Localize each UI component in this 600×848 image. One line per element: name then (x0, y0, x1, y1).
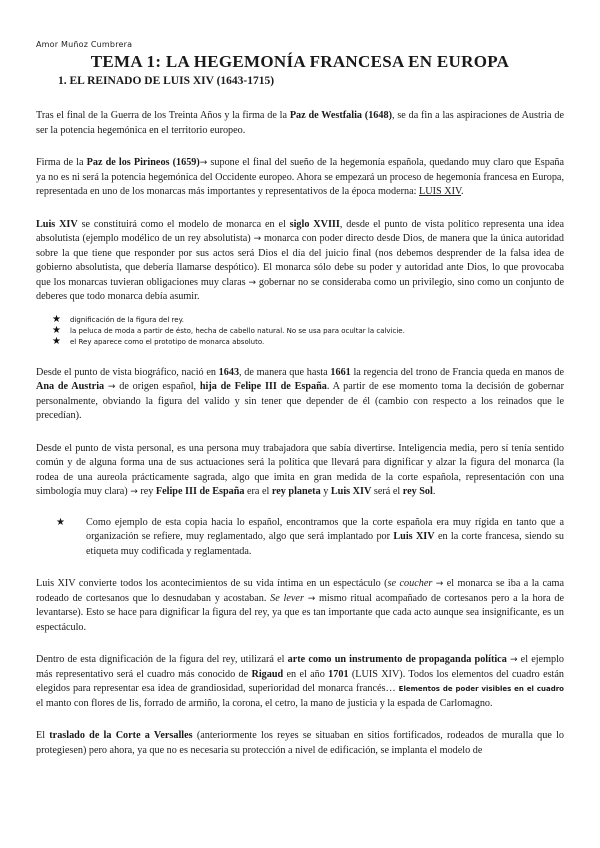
arrow-icon: → (253, 234, 262, 244)
text: supone el final del sueño de la hegemonía española, quedando muy claro que España ya no es ni será la potencia hegemónica del Occidente europeo. Ahora se empezará un proceso de hegemonía francesa en Europa, representada en uno de los monarcas más importantes y representativos de la época moderna: (36, 157, 564, 197)
term-hija-felipe: hija de Felipe III de España (199, 381, 327, 392)
text: será el (371, 486, 403, 497)
arrow-icon: → (130, 487, 138, 497)
text: rey (137, 486, 156, 497)
term-ana-austria: Ana de Austria (36, 381, 105, 392)
term-se-coucher: se coucher (387, 578, 433, 589)
text: el ejemplo más representativo será el cuadro más conocido de (36, 654, 565, 680)
term-siglo: siglo XVIII (289, 218, 340, 230)
text: y (320, 486, 331, 497)
term-se-lever: Se lever (270, 592, 304, 604)
text: el monarca se iba a la cama rodeado de cortesanos que lo desnudaban y acostaban. (36, 578, 564, 604)
text: Luis XIV convierte todos los acontecimientos de su vida íntima en un espectáculo ( (36, 578, 388, 589)
paragraph-versalles (36, 729, 564, 758)
year: 1643 (218, 366, 240, 378)
term-rey-sol: rey Sol (402, 486, 433, 497)
text: (anteriormente los reyes se situaban en sitios fortificados, rodeados de muralla que lo protegiesen) pero ahora, ya que no es necesaria su protección a nivel de edificación, se implanta el modelo de (36, 730, 564, 756)
paragraph-arte (36, 653, 564, 711)
term-paz-westfalia: Paz de Westfalia (1648) (289, 110, 392, 121)
text: , se da fin a las aspiraciones de Austria de ser la potencia hegemónica en el territorio europeo. (36, 110, 564, 136)
term-luis-xiv: Luis XIV (330, 486, 372, 497)
handwritten-notes (52, 315, 564, 348)
text: , de manera que hasta (239, 366, 331, 378)
term-rigaud: Rigaud (251, 668, 284, 680)
term-luis-xiv: LUIS XIV (419, 186, 462, 197)
paragraph-biografia (36, 366, 564, 424)
term-rey-planeta: rey planeta (271, 486, 321, 497)
term-felipe: Felipe III de España (155, 486, 245, 497)
year: 1661 (330, 366, 351, 378)
paragraph-espectaculo (36, 577, 564, 635)
arrow-icon: → (307, 593, 316, 604)
paragraph-westfalia (36, 109, 564, 138)
list-item (52, 337, 564, 348)
list-item (52, 326, 564, 337)
arrow-icon: → (107, 382, 116, 392)
text: Dentro de esta dignificación de la figura del rey, utilizará el (36, 654, 288, 665)
page-title: TEMA 1: LA HEGEMONÍA FRANCESA EN EUROPA (90, 52, 510, 71)
text: . A partir de ese momento toma la decisión de gobernar personalmente, obviando la figura del valido y sin tener que depender de él (cambio con respecto a los reinados que le precedían). (36, 381, 565, 421)
paragraph-pirineos (36, 156, 564, 200)
text: el manto con flores de lis, forrado de armiño, la corona, el cetro, la mano de justicia y la espada de Carlomagno. (36, 697, 493, 709)
text: Tras el final de la Guerra de los Treinta Años y la firma de la (36, 110, 290, 121)
arrow-icon: → (199, 158, 208, 168)
text: la regencia del trono de Francia queda en manos de (350, 366, 564, 378)
section-heading: 1. EL REINADO DE LUIS XIV (1643-1715) (58, 75, 275, 87)
text: (LUIS XIV). Todos los elementos del cuadro están elegidos para representar esa idea de grandiosidad, superioridad del monarca francés… (36, 668, 564, 694)
text: era el (244, 486, 272, 497)
text: Como ejemplo de esta copia hacia lo español, encontramos que la corte española era muy rígida en tanto que a organización se refiere, muy reglamentado, algo que será implantado por (86, 516, 564, 542)
bullet-corte (52, 516, 564, 560)
term-paz-pirineos: Paz de los Pirineos (1659) (86, 157, 200, 168)
year: 1701 (328, 668, 349, 680)
text: . (461, 186, 464, 197)
term-luis-xiv: Luis XIV (393, 531, 435, 542)
text: Firma de la (36, 157, 87, 168)
text: mismo ritual acompañado de cortesanos pero a la hora de levantarse). Esto se hace para dignificar la figura del rey, ya que es tan importante que cada acto aunque sea insignificante, es un espectáculo. (36, 592, 564, 633)
text: Desde el punto de vista personal, es una persona muy trabajadora que sabía divertirse. Inteligencia media, pero sí tenía sentido común y de alguna forma una de sus actuaciones será la política que llevará para dignificar y alzar la figura del monarca (la rodea de una aureola prácticamente sagrada, algo que imita en gran medida de la corte española, representación con una simbología muy clara) (36, 442, 564, 497)
star-icon: ★ (52, 335, 61, 347)
star-icon: ★ (56, 516, 65, 528)
star-icon: ★ (52, 313, 61, 325)
arrow-icon: → (435, 579, 444, 589)
list-item (52, 315, 564, 326)
arrow-icon: → (509, 655, 518, 665)
text: Desde el punto de vista biográfico, nació en (36, 366, 219, 378)
term-luis-xiv: Luis XIV (36, 218, 78, 230)
text: monarca con poder directo desde Dios, de manera que la única autoridad sobre la que tiene que responder por sus actos será Dios el día del juicio final (nos debemos desprender de la falsa idea de gobierno absolutista, que debería llamarse despótico). El monarca sólo debe su poder y autoridad ante Dios, lo que provocaba que los monarcas tuvieran obligaciones muy claras (36, 233, 564, 288)
handwritten-note: Elementos de poder visibles en el cuadro (398, 685, 564, 693)
note-text: dignificación de la figura del rey. (70, 315, 184, 324)
text: gobernar no se consideraba como un privilegio, sino como un conjunto de deberes que todo monarca debía asumir. (36, 276, 564, 302)
paragraph-personal (36, 442, 564, 500)
paragraph-absolutismo (36, 218, 564, 305)
note-text: la peluca de moda a partir de ésto, hecha de cabello natural. No se usa para ocultar la calvicie. (70, 326, 405, 335)
star-icon: ★ (52, 324, 61, 336)
author-handwritten: Amor Muñoz Cumbrera (36, 40, 133, 49)
note-text: el Rey aparece como el prototipo de monarca absoluto. (70, 337, 265, 346)
text: El (36, 730, 50, 741)
term-arte-propaganda: arte como un instrumento de propaganda política (287, 654, 507, 665)
term-versalles: traslado de la Corte a Versalles (49, 730, 193, 741)
arrow-icon: → (248, 277, 256, 288)
text: en la corte francesa, siendo su etiqueta muy codificada y reglamentada. (86, 531, 565, 557)
text: en el año (283, 668, 329, 680)
text: de origen español, (115, 381, 200, 392)
text: , desde el punto de vista político representa una idea absolutista (ejemplo modélico de un rey absolutista) (36, 218, 565, 244)
text: se constituirá como el modelo de monarca en el (77, 218, 290, 230)
text: . (432, 486, 436, 497)
